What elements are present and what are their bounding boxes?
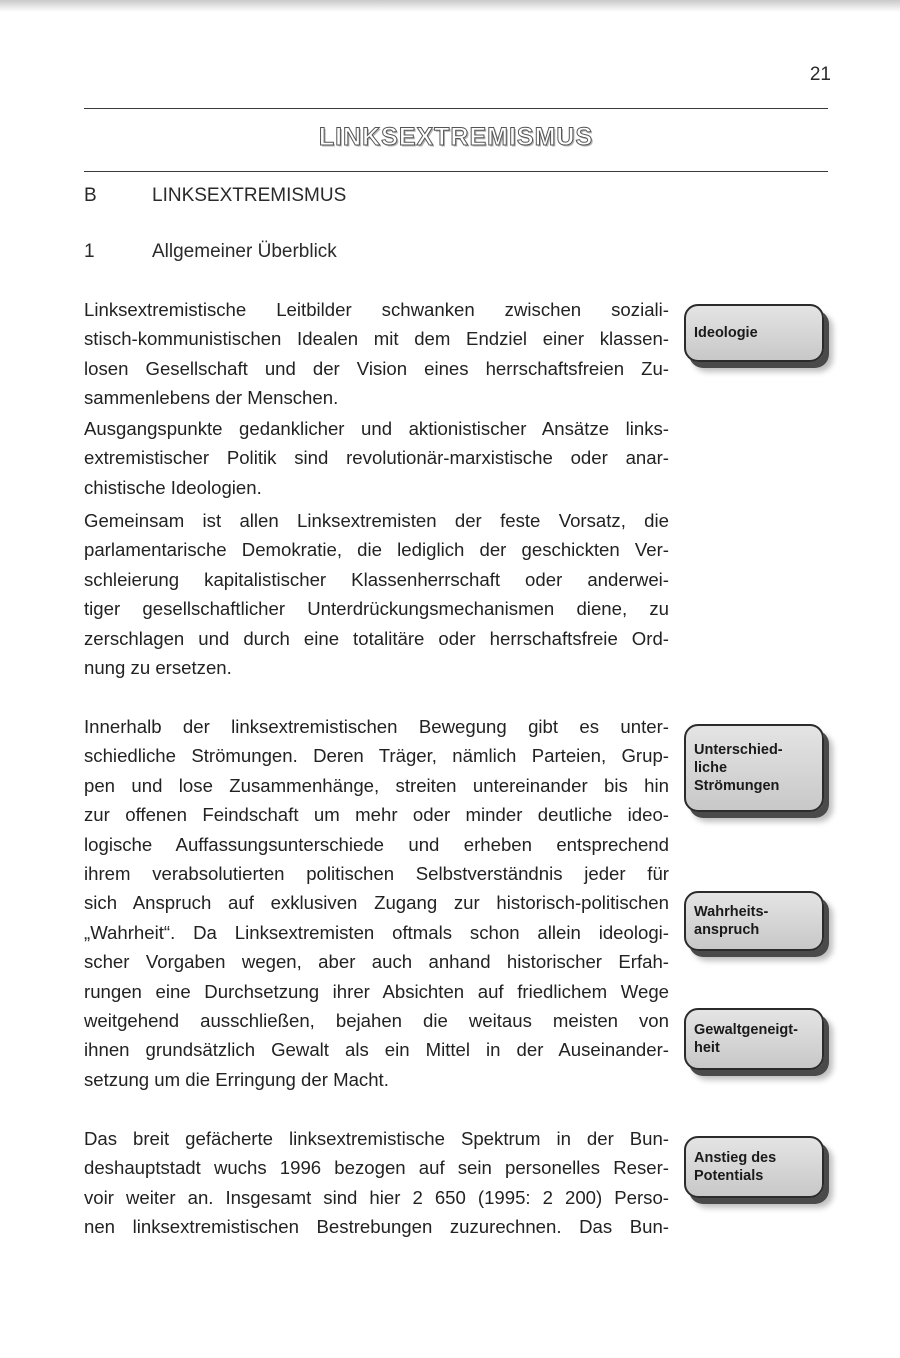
- text-line: parlamentarische Demokratie, die lediglich der geschickten Ver-: [84, 539, 669, 561]
- header-rule-bottom: [84, 171, 828, 172]
- header-rule-top: [84, 108, 828, 109]
- margin-note-ideologie: [684, 304, 824, 362]
- text-line: Linksextremistische Leitbilder schwanken zwischen soziali-: [84, 299, 669, 320]
- section-number: B: [84, 185, 97, 206]
- running-head: LINKSEXTREMISMUS: [318, 123, 594, 151]
- paragraph-stroemungen: [84, 712, 669, 1094]
- text-line: deshauptstadt wuchs 1996 bezogen auf sein personelles Reser-: [84, 1157, 669, 1179]
- text-line: sammenlebens der Menschen.: [84, 387, 339, 409]
- margin-note-text: Wahrheits-: [694, 904, 769, 920]
- paragraph-ideologie: [84, 295, 669, 413]
- text-line: extremistischer Politik sind revolutionär-marxistische oder anar-: [84, 447, 669, 469]
- text-line: „Wahrheit“. Da Linksextremisten oftmals schon allein ideologi-: [84, 921, 669, 943]
- text-line: weitgehend ausschließen, bejahen die weitaus meisten von: [84, 1010, 669, 1032]
- text-line: logische Auffassungsunterschiede und erheben entsprechend: [84, 833, 669, 855]
- margin-note-text: Unterschied-: [694, 742, 783, 758]
- text-line: zur offenen Feindschaft um mehr oder minder deutliche ideo-: [84, 804, 669, 826]
- text-line: chistische Ideologien.: [84, 476, 262, 498]
- scan-top-edge: [0, 0, 900, 12]
- subsection-number: 1: [84, 241, 95, 262]
- text-line: setzung um die Erringung der Macht.: [84, 1068, 389, 1090]
- text-line: Innerhalb der linksextremistischen Bewegung gibt es unter-: [84, 716, 669, 737]
- margin-note-text: heit: [694, 1040, 720, 1056]
- margin-note-text: Strömungen: [694, 778, 780, 794]
- margin-note-text: Ideologie: [694, 325, 758, 341]
- text-line: rungen eine Durchsetzung ihrer Absichten auf friedlichem Wege: [84, 980, 669, 1002]
- margin-note-wahrheitsanspruch: [684, 891, 824, 951]
- text-line: scher Vorgaben wegen, aber auch anhand historischer Erfah-: [84, 951, 669, 973]
- page-number: 21: [809, 64, 831, 85]
- text-line: nung zu ersetzen.: [84, 657, 232, 679]
- text-line: nen linksextremistischen Bestrebungen zuzurechnen. Das Bun-: [84, 1216, 669, 1238]
- paragraph-spektrum: [84, 1124, 669, 1242]
- text-line: pen und lose Zusammenhänge, streiten untereinander bis hin: [84, 774, 669, 796]
- text-line: stisch-kommunistischen Idealen mit dem Endziel einer klassen-: [84, 328, 669, 350]
- section-title: LINKSEXTREMISMUS: [152, 185, 347, 206]
- text-line: voir weiter an. Insgesamt sind hier 2 650 (1995: 2 200) Perso-: [84, 1186, 669, 1208]
- text-line: zerschlagen und durch eine totalitäre oder herrschaftsfreie Ord-: [84, 627, 669, 649]
- margin-note-text: liche: [694, 760, 728, 776]
- margin-note-text: Gewaltgeneigt-: [694, 1022, 798, 1038]
- subsection-title: Allgemeiner Überblick: [152, 241, 337, 262]
- text-line: losen Gesellschaft und der Vision eines herrschaftsfreien Zu-: [84, 357, 669, 379]
- margin-note-text: Anstieg des: [694, 1150, 777, 1166]
- text-line: ihnen grundsätzlich Gewalt als ein Mittel in der Auseinander-: [84, 1039, 669, 1061]
- text-line: schiedliche Strömungen. Deren Träger, nämlich Parteien, Grup-: [84, 745, 669, 767]
- text-line: tiger gesellschaftlicher Unterdrückungsmechanismen diene, zu: [84, 598, 669, 620]
- margin-note-gewaltgeneigtheit: [684, 1008, 824, 1070]
- margin-note-text: Potentials: [694, 1168, 764, 1184]
- margin-note-potential: [684, 1136, 824, 1198]
- margin-note-text: anspruch: [694, 922, 760, 938]
- text-line: Ausgangspunkte gedanklicher und aktionistischer Ansätze links-: [84, 418, 669, 439]
- margin-note-stroemungen: [684, 724, 824, 812]
- text-line: Gemeinsam ist allen Linksextremisten der feste Vorsatz, die: [84, 510, 669, 531]
- text-line: schleierung kapitalistischer Klassenherrschaft oder anderwei-: [84, 568, 669, 590]
- text-line: ihrem verabsolutierten politischen Selbstverständnis jeder für: [84, 863, 669, 885]
- text-line: sich Anspruch auf exklusiven Zugang zur historisch-politischen: [84, 892, 669, 914]
- text-line: Das breit gefächerte linksextremistische Spektrum in der Bun-: [84, 1128, 669, 1149]
- paragraph-gemeinsam: [84, 506, 669, 682]
- paragraph-ausgangspunkte: [84, 414, 669, 502]
